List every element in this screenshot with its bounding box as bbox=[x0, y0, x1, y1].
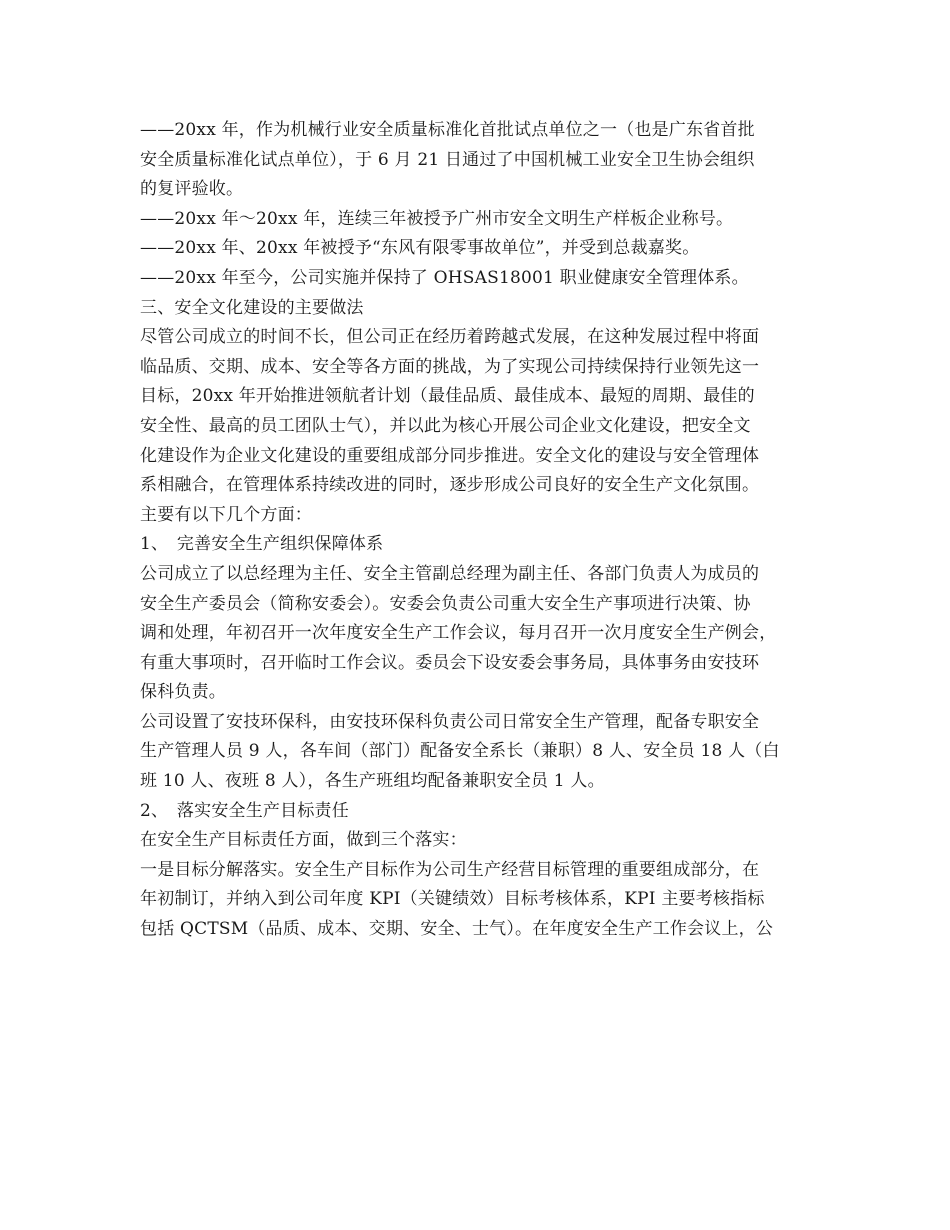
text-line: ——20xx 年、20xx 年被授予“东风有限零事故单位”，并受到总裁嘉奖。 bbox=[140, 238, 700, 259]
text-line: ——20xx 年，作为机械行业安全质量标准化首批试点单位之一（也是广东省首批 bbox=[140, 120, 755, 140]
text-line: 年初制订，并纳入到公司年度 KPI（关键绩效）目标考核体系，KPI 主要考核指标 bbox=[140, 889, 765, 910]
text-line: ——20xx 年至今，公司实施并保持了 OHSAS18001 职业健康安全管理体系。 bbox=[140, 267, 749, 288]
text-line: 保科负责。 bbox=[140, 682, 226, 703]
text-line: ——20xx 年～20xx 年，连续三年被授予广州市安全文明生产样板企业称号。 bbox=[140, 208, 734, 229]
text-line: 目标，20xx 年开始推进领航者计划（最佳品质、最佳成本、最短的周期、最佳的 bbox=[140, 386, 755, 407]
subsection-heading: 1、 完善安全生产组织保障体系 bbox=[140, 534, 384, 555]
text-line: 包括 QCTSM（品质、成本、交期、安全、士气）。在年度安全生产工作会议上，公 bbox=[140, 919, 774, 940]
text-line: 一是目标分解落实。安全生产目标作为公司生产经营目标管理的重要组成部分，在 bbox=[140, 859, 760, 880]
text-line: 公司成立了以总经理为主任、安全主管副总经理为副主任、各部门负责人为成员的 bbox=[140, 563, 760, 584]
text-line: 系相融合，在管理体系持续改进的同时，逐步形成公司良好的安全生产文化氛围。 bbox=[140, 475, 760, 496]
subsection-heading: 2、 落实安全生产目标责任 bbox=[140, 800, 349, 821]
text-line: 临品质、交期、成本、安全等各方面的挑战，为了实现公司持续保持行业领先这一 bbox=[140, 356, 760, 377]
document-body bbox=[140, 116, 820, 945]
text-line: 调和处理，年初召开一次年度安全生产工作会议，每月召开一次月度安全生产例会， bbox=[140, 623, 777, 644]
text-line: 安全生产委员会（简称安委会）。安委会负责公司重大安全生产事项进行决策、协 bbox=[140, 593, 751, 614]
text-line: 班 10 人、夜班 8 人），各生产班组均配备兼职安全员 1 人。 bbox=[140, 771, 605, 792]
text-line: 尽管公司成立的时间不长，但公司正在经历着跨越式发展，在这种发展过程中将面 bbox=[140, 327, 760, 348]
text-line: 安全质量标准化试点单位），于 6 月 21 日通过了中国机械工业安全卫生协会组织 bbox=[140, 149, 755, 170]
text-line: 化建设作为企业文化建设的重要组成部分同步推进。安全文化的建设与安全管理体 bbox=[140, 445, 760, 466]
text-line: 生产管理人员 9 人，各车间（部门）配备安全系长（兼职）8 人、安全员 18 人（白 bbox=[140, 741, 780, 762]
text-line: 有重大事项时，召开临时工作会议。委员会下设安委会事务局，具体事务由安技环 bbox=[140, 652, 760, 673]
text-line: 在安全生产目标责任方面，做到三个落实： bbox=[140, 830, 467, 851]
text-line: 安全性、最高的员工团队士气），并以此为核心开展公司企业文化建设，把安全文 bbox=[140, 415, 751, 436]
section-heading: 三、安全文化建设的主要做法 bbox=[140, 297, 364, 318]
text-line: 主要有以下几个方面： bbox=[140, 504, 312, 525]
text-line: 的复评验收。 bbox=[140, 179, 244, 200]
text-line: 公司设置了安技环保科，由安技环保科负责公司日常安全生产管理，配备专职安全 bbox=[140, 711, 760, 732]
